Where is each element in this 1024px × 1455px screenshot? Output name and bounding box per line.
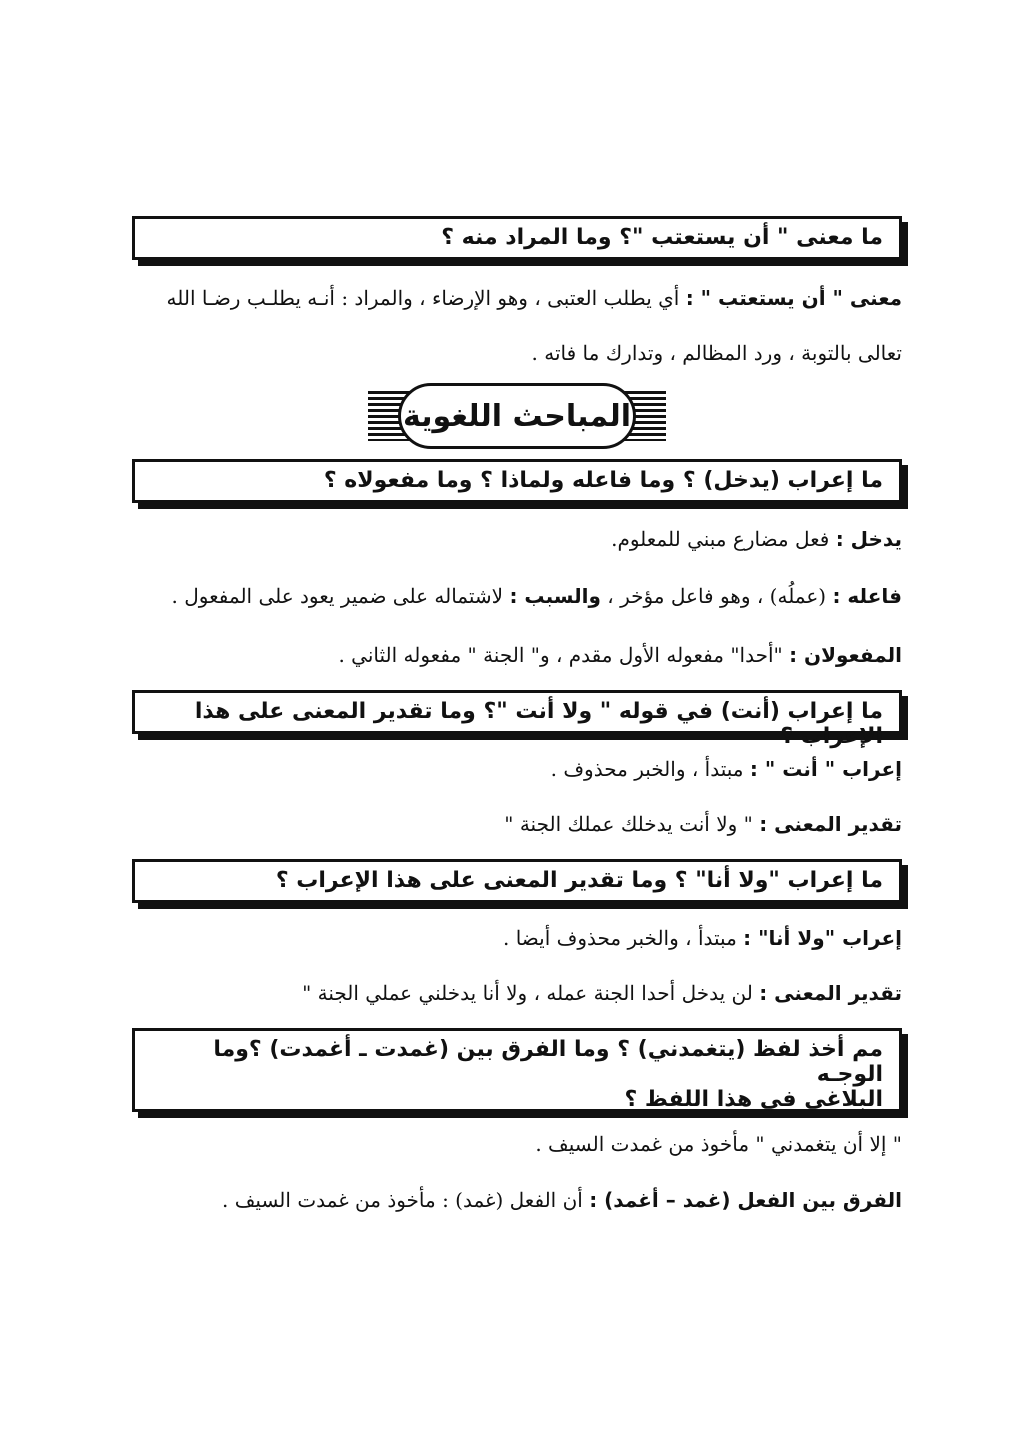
answer-line — [130, 976, 902, 1010]
section-banner — [368, 381, 666, 451]
question-text: ما إعراب (يدخل) ؟ وما فاعله ولماذا ؟ وما مفعولاه ؟ — [323, 468, 883, 493]
answer-text: فعل مضارع مبني للمعلوم. — [611, 527, 830, 551]
answer-line — [130, 281, 902, 315]
answer-text: لن يدخل أحدا الجنة عمله ، ولا أنا يدخلني عملي الجنة " — [302, 981, 753, 1005]
question-box-3 — [132, 690, 902, 749]
answer-line — [130, 807, 902, 841]
answer-label: فاعله : — [832, 584, 902, 608]
answer-line — [130, 336, 902, 370]
answer-label: تقدير المعنى : — [759, 981, 902, 1005]
answer-label: تقدير المعنى : — [759, 812, 902, 836]
answer-label: يدخل : — [835, 527, 902, 551]
answer-text: " ولا أنت يدخلك عملك الجنة " — [504, 812, 753, 836]
question-box-1 — [132, 216, 902, 260]
answer-label: إعراب "ولا أنا" : — [743, 926, 902, 950]
question-box-2 — [132, 459, 902, 503]
question-box-4 — [132, 859, 902, 903]
answer-text: " إلا أن يتغمدني " مأخوذ من غمدت السيف . — [535, 1132, 902, 1156]
answer-line — [130, 638, 902, 672]
answer-text: مبتدأ ، والخبر محذوف . — [550, 757, 744, 781]
question-text: ما إعراب (أنت) في قوله " ولا أنت "؟ وما تقدير المعنى على هذا الإعراب ؟ — [194, 699, 883, 749]
answer-text: أي يطلب العتبى ، وهو الإرضاء ، والمراد : أنـه يطلـب رضـا الله — [166, 286, 680, 310]
answer-text: أن الفعل (غمد) : مأخوذ من غمدت السيف . — [222, 1188, 583, 1212]
answer-line — [130, 1183, 902, 1217]
question-text: مم أخذ لفظ (يتغمدني) ؟ وما الفرق بين (غمدت ـ أغمدت) ؟وما الوجـه — [213, 1037, 883, 1087]
answer-label: إعراب " أنت " : — [749, 757, 902, 781]
question-text: البلاغي في هذا اللفظ ؟ — [624, 1087, 883, 1112]
answer-label: المفعولان : — [789, 643, 902, 667]
answer-line — [130, 752, 902, 786]
answer-line — [130, 1127, 902, 1161]
question-box-5 — [132, 1028, 902, 1112]
answer-label: والسبب : — [509, 584, 601, 608]
answer-label: الفرق بين الفعل (غمد – أغمد) : — [589, 1188, 902, 1212]
answer-line — [130, 921, 902, 955]
answer-line — [130, 579, 902, 613]
answer-line — [130, 522, 902, 556]
question-text: ما معنى " أن يستعتب "؟ وما المراد منه ؟ — [441, 225, 883, 250]
answer-text: تعالى بالتوبة ، ورد المظالم ، وتدارك ما فاته . — [531, 341, 902, 365]
banner-title: المباحث اللغوية — [398, 383, 636, 449]
answer-text: "أحدا" مفعوله الأول مقدم ، و" الجنة " مفعوله الثاني . — [338, 643, 783, 667]
question-text: ما إعراب "ولا أنا" ؟ وما تقدير المعنى على هذا الإعراب ؟ — [275, 868, 883, 893]
answer-label: معنى " أن يستعتب " : — [685, 286, 902, 310]
answer-text: (عملُه) ، وهو فاعل مؤخر ، — [607, 584, 827, 608]
answer-text: مبتدأ ، والخبر محذوف أيضا . — [502, 926, 737, 950]
answer-text: لاشتماله على ضمير يعود على المفعول . — [171, 584, 504, 608]
